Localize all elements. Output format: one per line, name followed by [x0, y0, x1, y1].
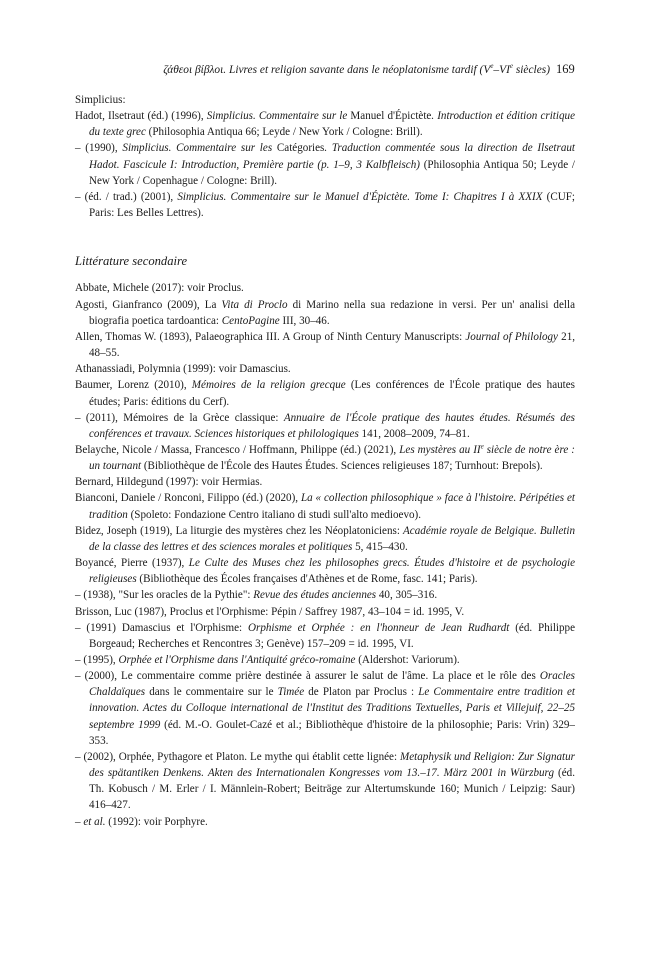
bibliography-entry: – (1995), Orphée et l'Orphisme dans l'Antiquité gréco-romaine (Aldershot: Variorum). — [75, 654, 460, 666]
bibliography-entry: Belayche, Nicole / Massa, Francesco / Hoffmann, Philippe (éd.) (2021), Les mystères au IIe siècle de notre ère : un tournant (Bibliothèque de l'École des Hautes Études. Sciences religieuses 187; Turnhout: Brepols). — [75, 442, 575, 473]
bibliography-entry: – (1991) Damascius et l'Orphisme: Orphisme et Orphée : en l'honneur de Jean Rudhardt (éd. Philippe Borgeaud; Recherches et Rencontres 3; Genève) 157–209 = id. 1995, VI. — [75, 621, 576, 650]
bibliography-entry: Baumer, Lorenz (2010), Mémoires de la religion grecque (Les conférences de l'École pratique des hautes études; Paris: éditions du Cerf). — [75, 379, 575, 408]
bibliography-entry: Athanassiadi, Polymnia (1999): voir Damascius. — [75, 363, 291, 376]
bibliography-entry: Allen, Thomas W. (1893), Palaeographica III. A Group of Ninth Century Manuscripts: Journal of Philology 21, 48–55. — [75, 330, 576, 360]
bibliography-entry: Bianconi, Daniele / Ronconi, Filippo (éd.) (2020), La « collection philosophique » face à l'histoire. Péripéties et tradition (Spoleto: Fondazione Centro italiano di studi sull'alto medioevo). — [75, 492, 575, 521]
primary-source-heading: Simplicius: — [75, 94, 126, 106]
running-header: ζάθεοι βίβλοι. Livres et religion savante dans le néoplatonisme tardif (Ve–VIe siècles) — [163, 62, 550, 76]
bibliography-entry: – (éd. / trad.) (2001), Simplicius. Commentaire sur le Manuel d'Épictète. Tome I: Chapitres I à XXIX (CUF; Paris: Les Belles Lettres). — [75, 190, 576, 220]
bibliography-entry: Bernard, Hildegund (1997): voir Hermias. — [75, 476, 263, 489]
bibliography-entry: – (2011), Mémoires de la Grèce classique: Annuaire de l'École pratique des hautes études. Résumés des conférences et travaux. Sciences historiques et philologiques 141, 2008–2009, 74–81. — [75, 411, 575, 440]
header-greek-title: ζάθεοι βίβλοι. — [163, 64, 227, 76]
bibliography-entry: – (2000), Le commentaire comme prière destinée à assurer le salut de l'âme. La place et le rôle des Oracles Chaldaïques dans le commentaire sur le Timée de Platon par Proclus : Le Commentaire entre tradition et innovation. Actes du Colloque international de l'Institut des Traditions Textuelles, Paris et Villejuif, 22–25 septembre 1999 (éd. M.-O. Goulet-Cazé et al.; Bibliothèque d'histoire de la philosophie; Paris: Vrin) 329–353. — [75, 670, 575, 747]
bibliography-entry: Hadot, Ilsetraut (éd.) (1996), Simplicius. Commentaire sur le Manuel d'Épictète. Introduction et édition critique du texte grec (Philosophia Antiqua 66; Leyde / New York / Cologne: Brill). — [75, 110, 575, 139]
bibliography-entry: Boyancé, Pierre (1937), Le Culte des Muses chez les philosophes grecs. Études d'histoire et de psychologie religieuses (Bibliothèque des Écoles françaises d'Athènes et de Rome, fasc. 141; Paris). — [75, 557, 575, 586]
bibliography-entry: Abbate, Michele (2017): voir Proclus. — [75, 282, 244, 295]
page-number: 169 — [556, 62, 575, 76]
bibliography-entry: – (1990), Simplicius. Commentaire sur les Catégories. Traduction commentée sous la direction de Ilsetraut Hadot. Fascicule I: Introduction, Première partie (p. 1–9, 3 Kalbfleisch) (Philosophia Antiqua 50; Leyde / New York / Copenhague / Cologne: Brill). — [75, 142, 576, 187]
bibliography-entry: Brisson, Luc (1987), Proclus et l'Orphisme: Pépin / Saffrey 1987, 43–104 = id. 1995, V. — [75, 605, 465, 618]
bibliography-entry: Bidez, Joseph (1919), La liturgie des mystères chez les Néoplatoniciens: Académie royale de Belgique. Bulletin de la classe des lettres et des sciences morales et politiques 5, 415–430. — [75, 524, 575, 553]
bibliography — [75, 92, 575, 830]
section-heading: Littérature secondaire — [75, 254, 188, 269]
bibliography-entry: – (1938), "Sur les oracles de la Pythie": Revue des études anciennes 40, 305–316. — [75, 589, 438, 602]
bibliography-entry: – et al. (1992): voir Porphyre. — [75, 815, 208, 828]
bibliography-entry: Agosti, Gianfranco (2009), La Vita di Proclo di Marino nella sua redazione in versi. Per un' analisi della biografia poetica tardoantica: CentoPagine III, 30–46. — [75, 298, 575, 327]
bibliography-entry: – (2002), Orphée, Pythagore et Platon. Le mythe qui établit cette lignée: Metaphysik und Religion: Zur Signatur des spätantiken Denkens. Akten des Internationalen Kongresses vom 13.–17. März 2001 in Würzburg (éd. Th. Kobusch / M. Erler / I. Männlein-Robert; Beiträge zur Altertumskunde 160; Munich / Leipzig: Saur) 416–427. — [75, 750, 575, 812]
